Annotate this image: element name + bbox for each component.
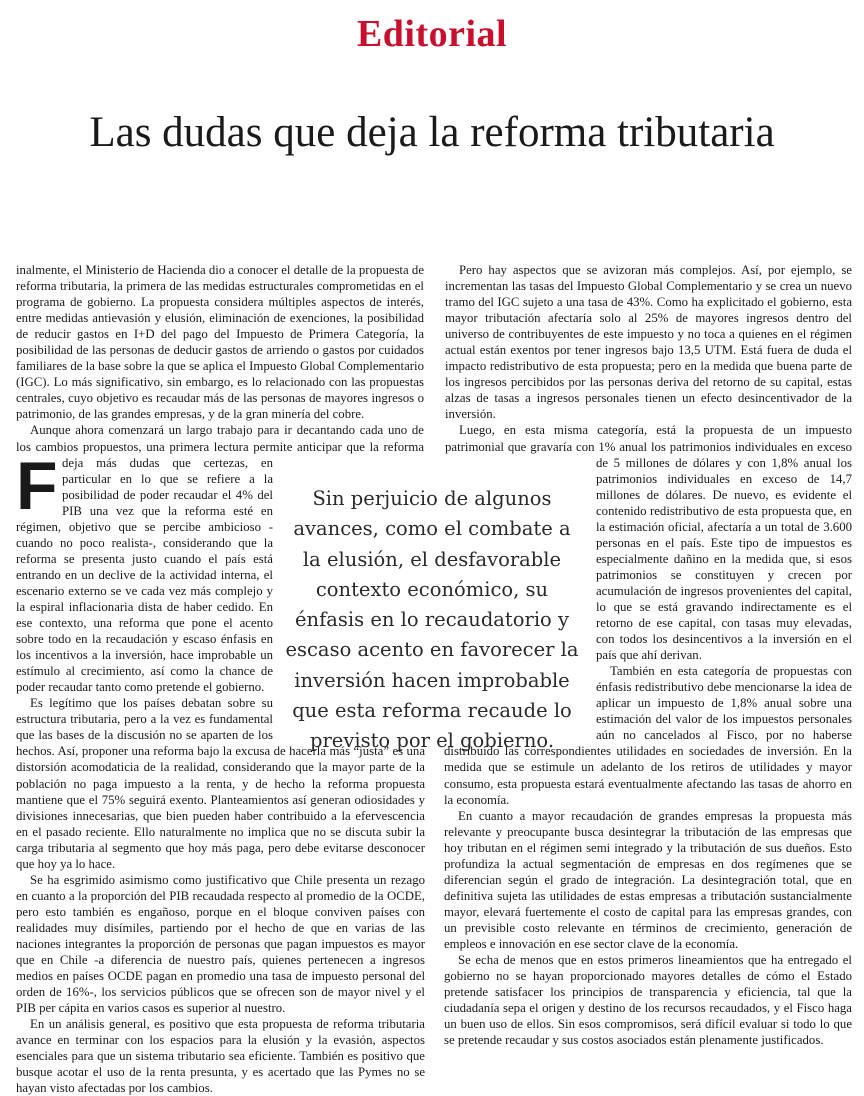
- paragraph-4: Se ha esgrimido asimismo como justificativo que Chile presenta un rezago en cuanto a la proporción del PIB recaudada respecto al promedio de la OCDE, pero esto también es engañoso, porque en el bloque conviven países con realidades muy disímiles, partiendo por el hecho de que en varias de las naciones integrantes la proporción de personas que pagan impuestos es mayor que en Chile -a diferencia de nuestro país, quienes pertenecen a ingresos medios en países OCDE pagan en promedio una tasa de impuesto personal del orden de 16%-, los servicios públicos que se ofrecen son de mayor nivel y el PIB per cápita en varios casos es superior al nuestro.: [16, 872, 425, 1016]
- paragraph-2: Aunque ahora comenzará un largo trabajo para ir decantando cada uno de los cambios propuestos, una primera lectura permite anticipar que la reforma deja más dudas que certezas, en particular en lo que se refiere a la posibilidad de poder recaudar el 4% del PIB una vez que la reforma esté en régimen, objetivo que se percibe ambicioso -cuando no poco realista-, considerando que la reforma se presenta justo cuando el país está entrando en un declive de la actividad interna, el escenario externo se ve cada vez más complejo y la espiral inflacionaria dista de haber cedido. En ese contexto, una reforma que pone el acento sobre todo en la recaudación y escaso énfasis en los incentivos a la inversión, hace improbable un estímulo al crecimiento, así como la chance de poder recaudar tanto como pretende el gobierno.: [16, 423, 424, 695]
- paragraph-8: También en esta categoría de propuestas con énfasis redistributivo debe mencionarse la idea de aplicar un impuesto de 1,8% anual sobre una estimación del valor de los impuestos personales aún no cancelados al Fisco, por no haberse distribuido las correspondientes utilidades en sociedades de inversión. En la medida que se estimule un adelanto de los retiros de utilidades y mayor consumo, esta propuesta estará eventualmente afectando las tasas de ahorro en la economía.: [444, 664, 852, 807]
- paragraph-9: En cuanto a mayor recaudación de grandes empresas la propuesta más relevante y preocupante busca desintegrar la tributación de las empresas que hoy tributan en el régimen semi integrado y la tributación de sus dueños. Esto profundiza la actual segmentación de empresas en dos regímenes que se diferencian según el grado de integración. La desintegración total, que en definitiva sujeta las utilidades de estas empresas a tributación sustancialmente mayor, elevará fuertemente el costo de capital para las empresas grandes, con un previsible costo relevante en términos de crecimiento, generación de empleos e innovación en ese sector clave de la economía.: [444, 808, 852, 951]
- paragraph-3: Es legítimo que los países debatan sobre su estructura tributaria, pero a la vez es fundamental que las bases de la discusión no se aparten de los hechos. Así, proponer una reforma bajo la excusa de hacerla más “justa” es una distorsión acomodaticia de la realidad, considerando que la mayor parte de la población no paga impuesto a la renta, y de hecho la reforma propuesta mantiene que el 75% seguirá exento. Planteamientos así generan odiosidades y divisiones innecesarias, que bien pueden haber contribuido a la efervescencia en el pasado reciente. Ello naturalmente no implica que no se discuta subir la carga tributaria al segmento que hoy más paga, pero debe evitarse desconocer que hoy ya lo hace.: [16, 696, 425, 871]
- paragraph-10: Se echa de menos que en estos primeros lineamientos que ha entregado el gobierno no se hayan proporcionado mayores detalles de cómo el Estado pretende satisfacer los principios de transparencia y eficiencia, tal que la ciudadanía sepa el origen y destino de los recursos recaudados, y el Fisco haga un buen uso de ellos. Sin esos compromisos, será difícil evaluar si todo lo que se pretende recaudar y sus costos asociados están plenamente justificados.: [444, 953, 852, 1048]
- pull-quote: Sin perjuicio de algunos avances, como el combate a la elusión, el desfavorable contexto económico, su énfasis en lo recaudatorio y escaso acento en favorecer la inversión hacen improbable que esta reforma recaude lo previsto por el gobierno.: [285, 487, 579, 753]
- paragraph-7: Luego, en esta misma categoría, está la propuesta de un impuesto patrimonial que gravaría con 1% anual los patrimonios individuales en exceso de 5 millones de dólares y con 1,8% anual los patrimonios individuales en exceso de 14,7 millones de dólares. De nuevo, es evidente el contenido redistributivo de esta propuesta que, en la estimación oficial, afectaría a un total de 3.600 personas en el país. Este tipo de impuestos es especialmente dañino en la medida que, si esos patrimonios se constituyen y crecen por acumulación de ingresos provenientes del capital, lo que se está gravando indirectamente es el retorno de ese capital, con tasas muy elevadas, con todos los desincentivos a la inversión en el país que ahí derivan.: [445, 423, 852, 663]
- headline: Las dudas que deja la reforma tributaria: [89, 109, 775, 156]
- drop-cap: F: [16, 448, 58, 524]
- paragraph-6: Pero hay aspectos que se avizoran más complejos. Así, por ejemplo, se incrementan las tasas del Impuesto Global Complementario y se crea un nuevo tramo del IGC sujeto a una tasa de 43%. Como ha explicitado el gobierno, esta mayor tributación afectaría solo al 25% de mayores ingresos dentro del universo de contribuyentes de este impuesto y no toca a quienes en el régimen actual están exentos por tener ingresos bajo 13,5 UTM. Está fuera de duda el impacto redistributivo de esta propuesta; pero en la medida que buena parte de los ingresos percibidos por las personas deriva del retorno de su capital, estas alzas de tasas a ingresos personales tienen un efecto desincentivador de la inversión.: [445, 263, 852, 422]
- section-label: Editorial: [356, 13, 508, 55]
- paragraph-5: En un análisis general, es positivo que esta propuesta de reforma tributaria avance en terminar con los espacios para la elusión y la evasión, aspectos esenciales para que un sistema tributario sea eficiente. También es positivo que busque acotar el uso de la renta presunta, y es acertado que las Pymes no se hayan visto afectadas por los cambios.: [16, 1017, 425, 1096]
- paragraph-1: F inalmente, el Ministerio de Hacienda dio a conocer el detalle de la propuesta de reforma tributaria, la primera de las medidas estructurales comprometidas en el programa de gobierno. La propuesta considera múltiples aspectos de interés, entre medidas antievasión y elusión, eliminación de exenciones, la posibilidad de reducir gastos en I+D del pago del Impuesto de Primera Categoría, la posibilidad de las personas de deducir gastos de arriendo o gastos por cuidados familiares de la base sobre la que se aplica el Impuesto Global Complementario (IGC). Lo más significativo, sin embargo, es lo relacionado con las propuestas centrales, cuyo objetivo es recaudar más de las personas de mayores ingresos o patrimonio, de las grandes empresas, y de la gran minería del cobre.: [16, 263, 424, 524]
